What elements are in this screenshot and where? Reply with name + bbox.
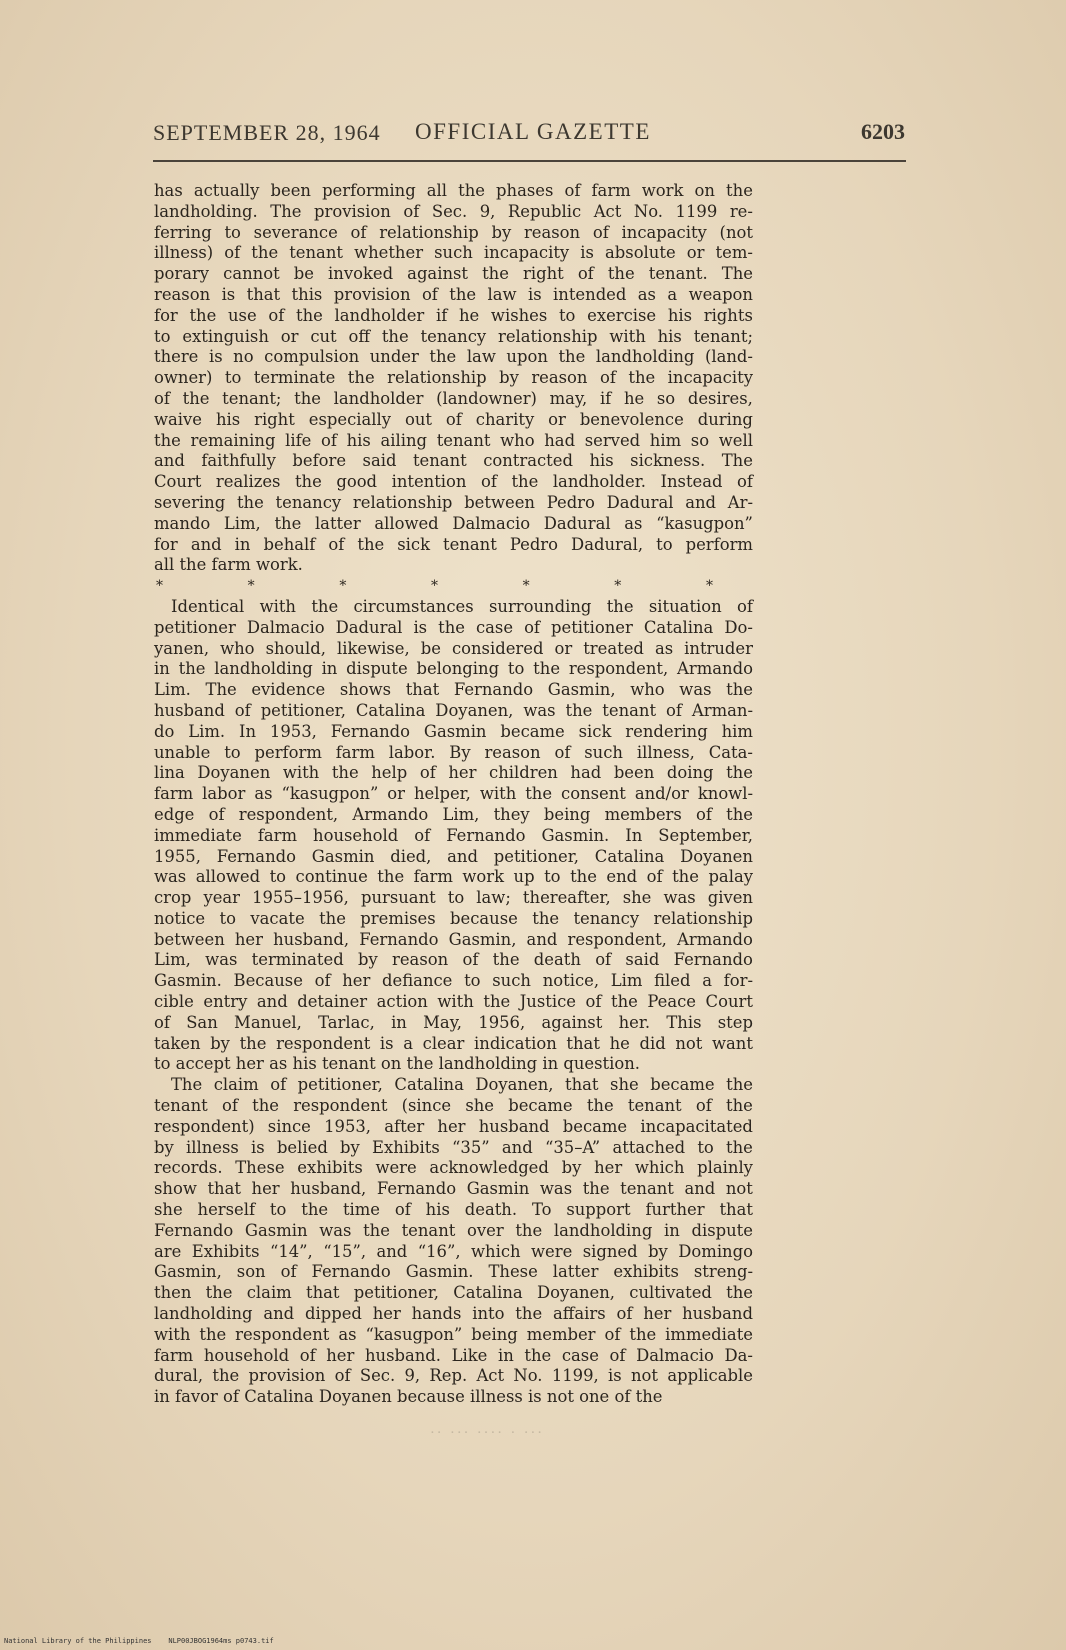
text-line: of San Manuel, Tarlac, in May, 1956, against her. This step <box>154 1012 753 1032</box>
text-line: respondent) since 1953, after her husband became incapacitated <box>154 1116 753 1136</box>
body-text <box>154 181 753 1408</box>
text-line: for and in behalf of the sick tenant Pedro Dadural, to perform <box>154 534 753 554</box>
page-number: 6203 <box>861 119 905 144</box>
text-line: show that her husband, Fernando Gasmin was the tenant and not <box>154 1179 753 1199</box>
text-line: of the tenant; the landholder (landowner) may, if he so desires, <box>154 388 753 408</box>
text-line: was allowed to continue the farm work up to the end of the palay <box>154 867 753 887</box>
text-line: tenant of the respondent (since she became the tenant of the <box>154 1096 753 1116</box>
text-line: Court realizes the good intention of the landholder. Instead of <box>154 472 753 492</box>
text-line: by illness is belied by Exhibits “35” and “35–A” attached to the <box>154 1137 753 1157</box>
text-line: and faithfully before said tenant contracted his sickness. The <box>154 451 753 471</box>
text-line: Lim, was terminated by reason of the death of said Fernando <box>154 950 753 970</box>
text-line: farm household of her husband. Like in the case of Dalmacio Da- <box>154 1345 753 1365</box>
text-line: landholding. The provision of Sec. 9, Republic Act No. 1199 re- <box>154 201 753 221</box>
page-header <box>153 120 905 154</box>
text-line: edge of respondent, Armando Lim, they being members of the <box>154 804 753 824</box>
text-line: petitioner Dalmacio Dadural is the case of petitioner Catalina Do- <box>154 617 753 637</box>
text-line: for the use of the landholder if he wishes to exercise his rights <box>154 305 753 325</box>
text-line: notice to vacate the premises because the tenancy relationship <box>154 908 753 928</box>
text-line: husband of petitioner, Catalina Doyanen, was the tenant of Arman- <box>154 700 753 720</box>
text-line: crop year 1955–1956, pursuant to law; thereafter, she was given <box>154 888 753 908</box>
text-line: records. These exhibits were acknowledged by her which plainly <box>154 1158 753 1178</box>
text-line: 1955, Fernando Gasmin died, and petitioner, Catalina Doyanen <box>154 846 753 866</box>
text-line: she herself to the time of his death. To support further that <box>154 1200 753 1220</box>
text-line: unable to perform farm labor. By reason of such illness, Cata- <box>154 742 753 762</box>
text-line: taken by the respondent is a clear indication that he did not want <box>154 1033 753 1053</box>
text-line: waive his right especially out of charity or benevolence during <box>154 409 753 429</box>
text-line: dural, the provision of Sec. 9, Rep. Act No. 1199, is not applicable <box>154 1366 753 1386</box>
text-line: then the claim that petitioner, Catalina Doyanen, cultivated the <box>154 1283 753 1303</box>
text-line: cible entry and detainer action with the Justice of the Peace Court <box>154 992 753 1012</box>
text-line: has actually been performing all the phases of farm work on the <box>154 181 753 200</box>
header-rule <box>153 160 906 162</box>
text-line: immediate farm household of Fernando Gasmin. In September, <box>154 825 753 845</box>
text-line: there is no compulsion under the law upon the landholding (land- <box>154 347 753 367</box>
text-line: yanen, who should, likewise, be considered or treated as intruder <box>154 638 753 658</box>
ellipsis-stars: * * * * * * * <box>156 578 713 595</box>
text-line: Fernando Gasmin was the tenant over the landholding in dispute <box>154 1220 753 1240</box>
text-line: reason is that this provision of the law is intended as a weapon <box>154 284 753 304</box>
text-line: lina Doyanen with the help of her children had been doing the <box>154 763 753 783</box>
text-line: the remaining life of his ailing tenant who had served him so well <box>154 430 753 450</box>
header-title: OFFICIAL GAZETTE <box>415 119 651 144</box>
text-line: with the respondent as “kasugpon” being member of the immediate <box>154 1324 753 1344</box>
text-line: to extinguish or cut off the tenancy relationship with his tenant; <box>154 326 753 346</box>
text-line: The claim of petitioner, Catalina Doyanen, that she became the <box>171 1075 753 1095</box>
text-line: illness) of the tenant whether such incapacity is absolute or tem- <box>154 243 753 263</box>
text-line: porary cannot be invoked against the right of the tenant. The <box>154 264 753 284</box>
text-line: mando Lim, the latter allowed Dalmacio Dadural as “kasugpon” <box>154 513 753 533</box>
text-line: ferring to severance of relationship by reason of incapacity (not <box>154 222 753 242</box>
text-line: landholding and dipped her hands into the affairs of her husband <box>154 1304 753 1324</box>
text-line: all the farm work. <box>154 555 303 575</box>
text-line: Lim. The evidence shows that Fernando Gasmin, who was the <box>154 680 753 700</box>
scan-footer: National Library of the Philippines NLP00JBOG1964ms p0743.tif <box>4 1637 274 1645</box>
text-line: to accept her as his tenant on the landholding in question. <box>154 1054 640 1074</box>
text-line: in the landholding in dispute belonging to the respondent, Armando <box>154 659 753 679</box>
text-line: owner) to terminate the relationship by reason of the incapacity <box>154 368 753 388</box>
text-line: in favor of Catalina Doyanen because illness is not one of the <box>154 1387 663 1407</box>
text-line: do Lim. In 1953, Fernando Gasmin became sick rendering him <box>154 721 753 741</box>
text-line: severing the tenancy relationship between Pedro Dadural and Ar- <box>154 492 753 512</box>
text-line: Identical with the circumstances surrounding the situation of <box>171 596 753 616</box>
text-line: are Exhibits “14”, “15”, and “16”, which were signed by Domingo <box>154 1241 753 1261</box>
text-line: between her husband, Fernando Gasmin, and respondent, Armando <box>154 929 753 949</box>
text-line: Gasmin, son of Fernando Gasmin. These latter exhibits streng- <box>154 1262 753 1282</box>
text-line: farm labor as “kasugpon” or helper, with the consent and/or knowl- <box>154 784 753 804</box>
header-date: SEPTEMBER 28, 1964 <box>153 120 381 145</box>
text-line: Gasmin. Because of her defiance to such notice, Lim filed a for- <box>154 971 753 991</box>
bleed-through-text: ⋅⋅ ⋅⋅⋅ ⋅⋅⋅⋅ ⋅ ⋅⋅⋅ <box>430 1425 545 1441</box>
